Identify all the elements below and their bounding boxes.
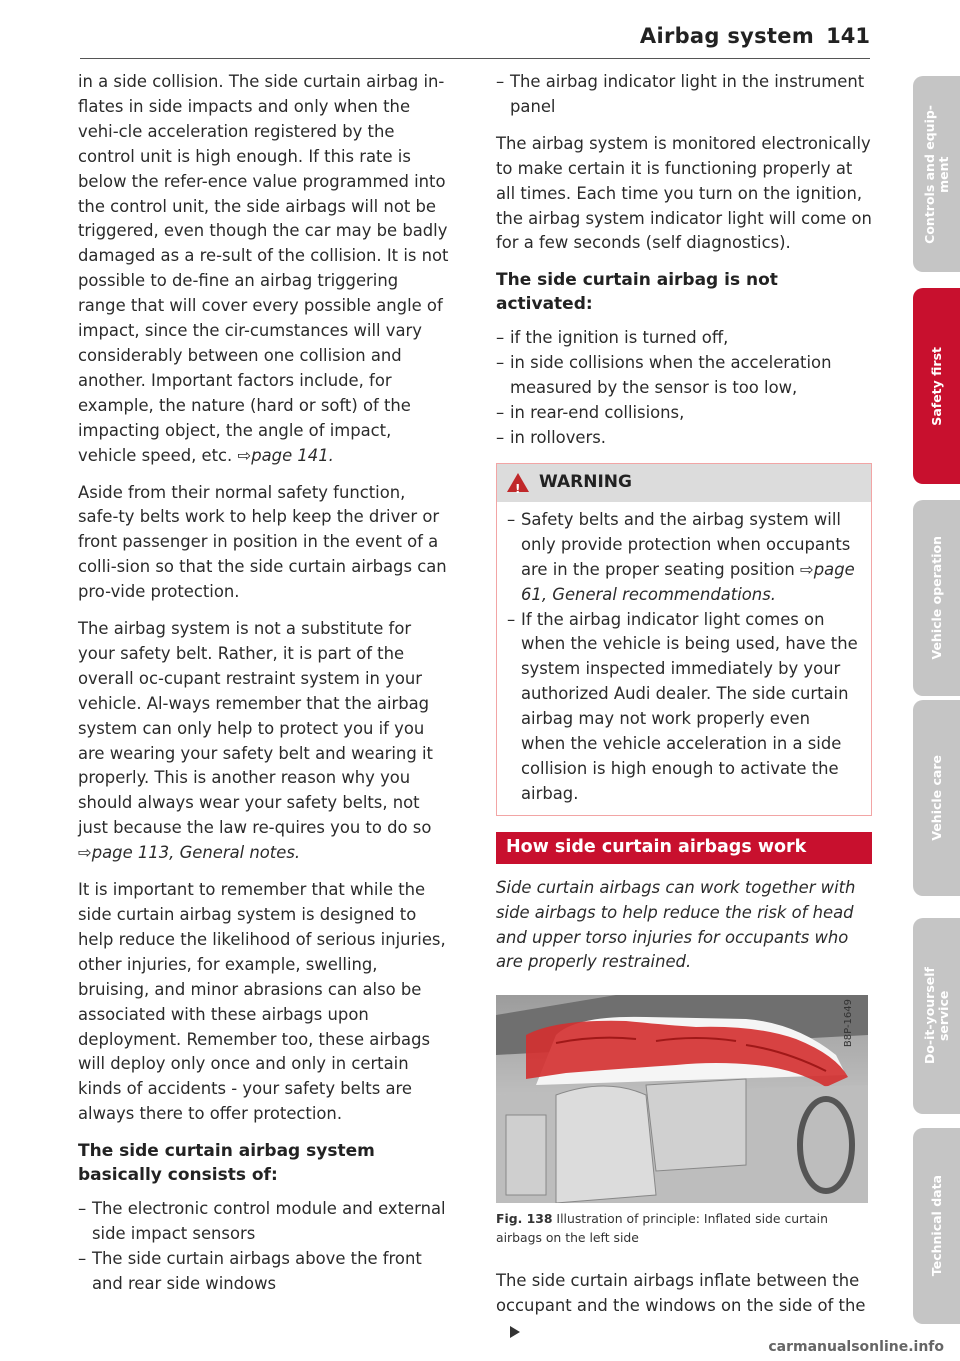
paragraph: It is important to remember that while the side curtain airbag system is designed to help reduce the likelihood of serious injuries, other injuries, for example, swelling, bruising, and minor abrasions can also be associated with these airbags upon deployment. Remember too, these airbags will deploy only once and only in certain kinds of accidents - your safety belts are always there to offer protection. bbox=[78, 880, 446, 1124]
not-activated-list bbox=[496, 326, 872, 451]
list-item: – The airbag indicator light in the instrument panel bbox=[496, 70, 872, 120]
paragraph: The side curtain airbags inflate between the occupant and the windows on the side of the bbox=[496, 1269, 872, 1344]
page-link[interactable]: ⇨page 61, General recommendations. bbox=[521, 559, 855, 604]
page-link[interactable]: ⇨page 113, General notes. bbox=[78, 843, 301, 863]
subheading: The side curtain airbag system basically consists of: bbox=[78, 1141, 375, 1186]
list-item: – If the airbag indicator light comes on when the vehicle is being used, have the system inspected immediately by your authorized Audi dealer. The side curtain airbag may not work properly even when the vehicle acceleration in a side collision is high enough to activate the airbag. bbox=[507, 608, 859, 807]
list-item: – in side collisions when the acceleration measured by the sensor is too low, bbox=[496, 351, 872, 401]
section-heading-bar: How side curtain airbags work bbox=[496, 832, 872, 864]
tab-vehicle-care[interactable]: Vehicle care bbox=[913, 700, 960, 896]
page-number: 141 bbox=[826, 24, 870, 48]
subheading: The side curtain airbag is not activated: bbox=[496, 270, 778, 315]
list-item: – Safety belts and the airbag system will only provide protection when occupants are in the proper seating position ⇨page 61, General recommendations. bbox=[507, 508, 859, 608]
warning-title: WARNING bbox=[539, 472, 632, 493]
figure-code: B8P-1649 bbox=[843, 999, 855, 1048]
tab-do-it-yourself-service[interactable]: Do-it-yourself service bbox=[913, 918, 960, 1114]
paragraph: The airbag system is not a substitute for your safety belt. Rather, it is part of the overall oc-cupant restraint system in your vehicle. Al-ways remember that the airbag system can only help to protect you if you are wearing your safety belt and wearing it properly. This is another reason why you should always wear your safety belts, not just because the law re-quires you to do so ⇨page 113, General notes. bbox=[78, 619, 433, 863]
intro-text: Side curtain airbags can work together with side airbags to help reduce the risk of head and upper torso injuries for occupants who are properly restrained. bbox=[496, 877, 856, 972]
figure-caption: Fig. 138 Illustration of principle: Inflated side curtain airbags on the left side bbox=[496, 1211, 828, 1246]
warning-box bbox=[496, 463, 872, 816]
tab-technical-data[interactable]: Technical data bbox=[913, 1128, 960, 1324]
paragraph: Aside from their normal safety function, safe-ty belts work to help keep the driver or front passenger in position in the event of a colli-sion so that the side curtain airbags can pro-vide protection. bbox=[78, 482, 447, 602]
paragraph: The airbag system is monitored electronically to make certain it is functioning properly at all times. Each time you turn on the ignition, the airbag system indicator light will come on for a few seconds (self diagnostics). bbox=[496, 133, 872, 253]
component-list-continued bbox=[496, 70, 872, 120]
list-item: – if the ignition is turned off, bbox=[496, 326, 872, 351]
watermark: carmanualsonline.info bbox=[768, 1339, 944, 1355]
section-title: Airbag system bbox=[639, 24, 814, 48]
left-column bbox=[78, 70, 450, 1309]
list-item: – in rear-end collisions, bbox=[496, 401, 872, 426]
tab-safety-first[interactable]: Safety first bbox=[913, 288, 960, 484]
list-item: – in rollovers. bbox=[496, 426, 872, 451]
figure-side-curtain-airbags bbox=[496, 995, 868, 1203]
tab-controls-and-equipment[interactable]: Controls and equip- ment bbox=[913, 76, 960, 272]
list-item: – The electronic control module and external side impact sensors bbox=[78, 1197, 450, 1247]
warning-list bbox=[497, 502, 871, 815]
component-list bbox=[78, 1197, 450, 1297]
warning-header bbox=[497, 464, 871, 502]
tab-vehicle-operation[interactable]: Vehicle operation bbox=[913, 500, 960, 696]
airbag-illustration bbox=[496, 995, 868, 1203]
warning-triangle-icon bbox=[507, 473, 529, 492]
page-link[interactable]: ⇨page 141. bbox=[237, 445, 334, 465]
right-column bbox=[496, 70, 872, 1356]
list-item: – The side curtain airbags above the front and rear side windows bbox=[78, 1247, 450, 1297]
page-header bbox=[80, 22, 870, 59]
continue-arrow-icon bbox=[510, 1326, 520, 1338]
paragraph: in a side collision. The side curtain airbag in-flates in side impacts and only when the vehi-cle acceleration registered by the control unit is high enough. If this rate is below the refer-ence value programmed into the control unit, the side airbags will not be triggered, even though the car may be badly damaged as a re-sult of the collision. It is not possible to de-fine an airbag triggering range that will cover every possible angle of impact, since the cir-cumstances will vary considerably between one collision and another. Important factors include, for example, the nature (hard or soft) of the impacting object, the angle of impact, vehicle speed, etc. ⇨page 141. bbox=[78, 72, 449, 465]
